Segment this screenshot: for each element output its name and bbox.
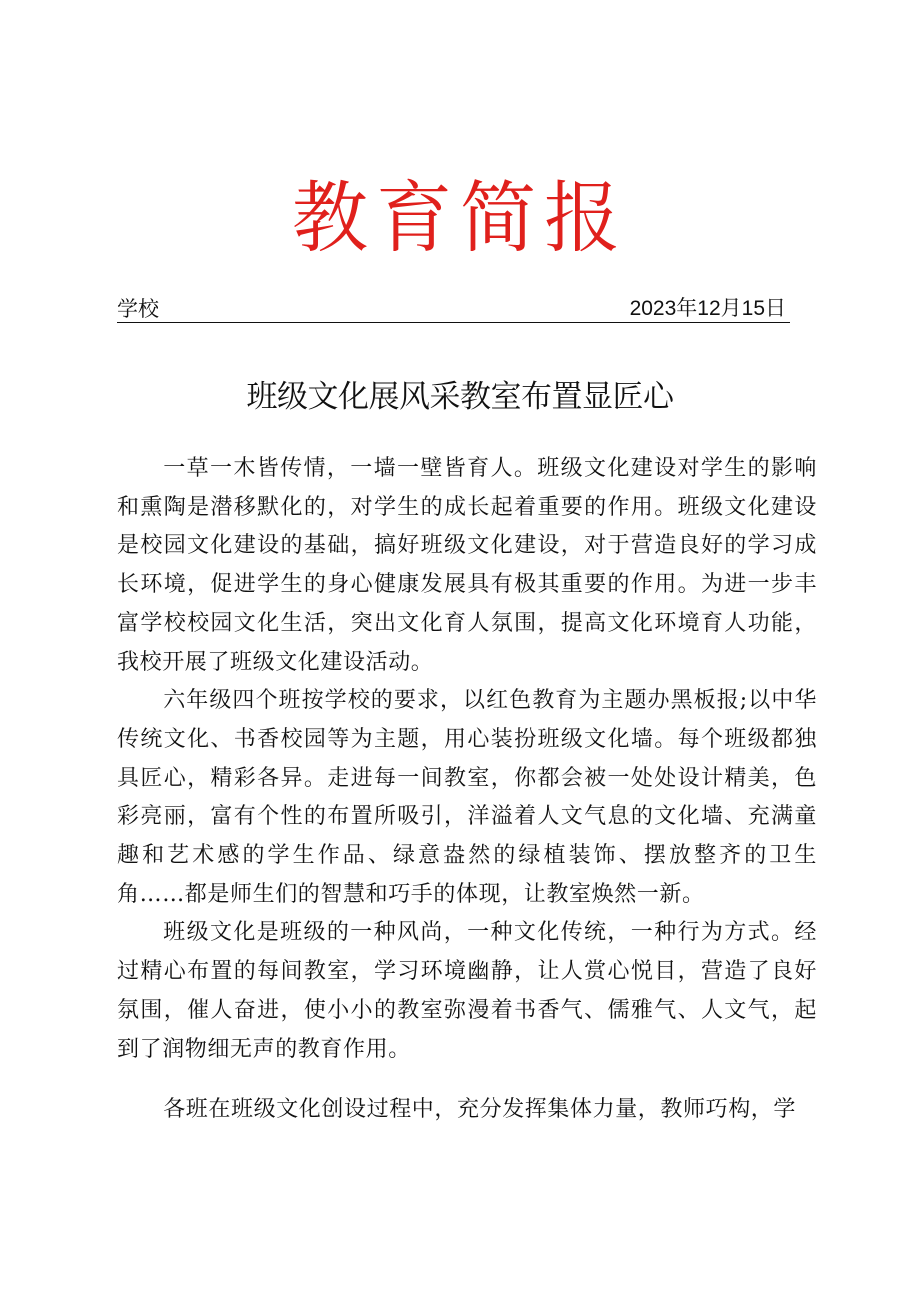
article-title: 班级文化展风采教室布置显匠心 — [246, 379, 674, 415]
paragraph-4: 各班在班级文化创设过程中，充分发挥集体力量，教师巧构，学 — [163, 1097, 796, 1123]
meta-line — [117, 296, 790, 323]
masthead-title: 教育简报 — [292, 172, 628, 263]
school-label: 学校 — [117, 297, 159, 321]
paragraph-2: 六年级四个班按学校的要求，以红色教育为主题办黑板报;以中华传统文化、书香校园等为主题，用心装扮班级文化墙。每个班级都独具匠心，精彩各异。走进每一间教室，你都会被一处处设计精美，色彩亮丽，富有个性的布置所吸引，洋溢着人文气息的文化墙、充满童趣和艺术感的学生作品、绿意盎然的绿植装饰、摆放整齐的卫生角……都是师生们的智慧和巧手的体现，让教室焕然一新。 — [117, 688, 817, 907]
paragraph-1: 一草一木皆传情，一墙一壁皆育人。班级文化建设对学生的影响和熏陶是潜移默化的，对学生的成长起着重要的作用。班级文化建设是校园文化建设的基础，搞好班级文化建设，对于营造良好的学习成长环境，促进学生的身心健康发展具有极其重要的作用。为进一步丰富学校校园文化生活，突出文化育人氛围，提高文化环境育人功能，我校开展了班级文化建设活动。 — [117, 456, 817, 675]
article-body — [117, 450, 817, 1130]
issue-date: 2023年12月15日 — [629, 297, 786, 320]
paragraph-3: 班级文化是班级的一种风尚，一种文化传统，一种行为方式。经过精心布置的每间教室，学习环境幽静，让人赏心悦目，营造了良好氛围，催人奋进，使小小的教室弥漫着书香气、儒雅气、人文气，起到了润物细无声的教育作用。 — [117, 920, 817, 1062]
